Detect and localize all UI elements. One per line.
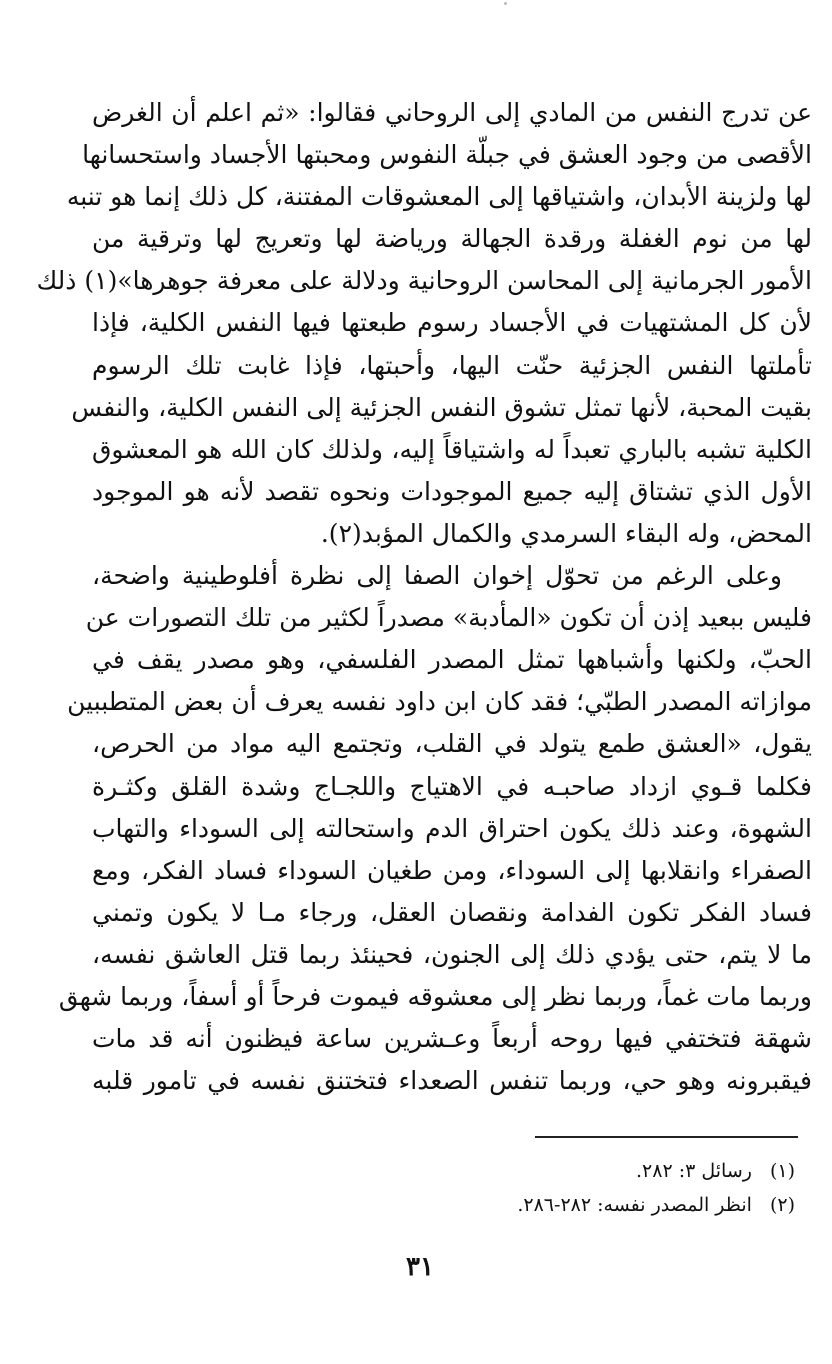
text-line: الكلية تشبه بالباري تعبداً له واشتياقاً إليه، ولذلك كان الله هو المعشوق [92,434,812,464]
paragraph-end-line: المحض، وله البقاء السرمدي والكمال المؤبد(٢). [320,518,812,548]
text-line: فيقبرونه وهو حي، وربما تنفس الصعداء فتختنق نفسه في تامور قلبه [92,1066,812,1096]
footnote-text: انظر المصدر نفسه: ٢٨٢-٢٨٦. [517,1194,752,1216]
text-line: بقيت المحبة، لأنها تمثل تشوق النفس الجزئية إلى النفس الكلية، والنفس [71,392,812,422]
text-line: الأقصى من وجود العشق في جبلّة النفوس ومحبتها الأجساد واستحسانها [82,140,812,170]
text-line: لها من نوم الغفلة ورقدة الجهالة ورياضة لها وتعريج لها وترقية من [92,224,812,254]
footnotes [300,1154,795,1222]
text-line: شهقة فتختفي فيها روحه أربعاً وعـشرين ساعة فيظنون أنه قد مات [92,1024,812,1054]
text-line: الأمور الجرمانية إلى المحاسن الروحانية ودلالة على معرفة جوهرها»(١) ذلك [36,266,812,296]
paragraph-start-line: وعلى الرغم من تحوّل إخوان الصفا إلى نظرة أفلوطينية واضحة، [92,561,782,591]
text-line: الحبّ، ولكنها وأشباهها تمثل المصدر الفلسفي، وهو مصدر يقف في [92,645,812,675]
page-number: ٣١ [406,1252,434,1282]
text-line: وربما مات غماً، وربما نظر إلى معشوقه فيموت فرحاً أو أسفاً، وربما شهق [58,981,812,1011]
text-line: ما لا يتم، حتى يؤدي ذلك إلى الجنون، فحينئذ ربما قتل العاشق نفسه، [92,939,812,969]
text-line: فكلما قـوي ازداد صاحبـه في الاهتياج واللجـاج وشدة القلق وكثـرة [92,771,812,801]
text-line: فساد الفكر تكون الفدامة ونقصان العقل، ورجاء مـا لا يكون وتمني [92,897,812,927]
text-line: لأن كل المشتهيات في الأجساد رسوم طبعتها فيها النفس الكلية، فإذا [92,308,812,338]
text-line: فليس ببعيد إذن أن تكون «المأدبة» مصدراً لكثير من تلك التصورات عن [85,603,812,633]
footnote-number: (٢) [769,1194,795,1216]
footnote-divider [535,1136,798,1138]
text-line: الصفراء وانقلابها إلى السوداء، ومن طغيان السوداء فساد الفكر، ومع [92,855,812,885]
text-line: يقول، «العشق طمع يتولد في القلب، وتجتمع اليه مواد من الحرص، [92,729,812,759]
footnote [300,1188,795,1222]
text-line: الشهوة، وعند ذلك يكون احتراق الدم واستحالته إلى السوداء والتهاب [92,813,812,843]
text-line: تأملتها النفس الجزئية حنّت اليها، وأحبتها، فإذا غابت تلك الرسوم [92,350,812,380]
text-line: لها ولزينة الأبدان، واشتياقها إلى المعشوقات المفتنة، كل ذلك إنما هو تنبه [66,182,812,212]
body-text [36,92,812,1102]
text-line: الأول الذي تشتاق إليه جميع الموجودات ونحوه تقصد لأنه هو الموجود [92,476,812,506]
scan-speck [504,2,507,5]
text-line: موازاته المصدر الطبّي؛ فقد كان ابن داود نفسه يعرف أن بعض المتطببين [67,687,812,717]
footnote [300,1154,795,1188]
footnote-text: رسائل ٣: ٢٨٢. [635,1160,752,1182]
footnote-number: (١) [769,1160,795,1182]
text-line: عن تدرج النفس من المادي إلى الروحاني فقالوا: «ثم اعلم أن الغرض [92,98,812,127]
